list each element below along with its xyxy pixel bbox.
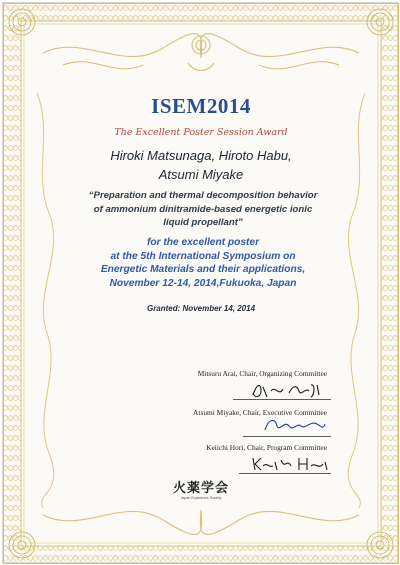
signatory-arai: [198, 369, 327, 378]
signatory-hori: [206, 443, 327, 452]
poster-title: [55, 189, 351, 230]
citation-line: at the 5th International Symposium on: [110, 250, 296, 262]
recipients-line: Atsumi Miyake: [158, 167, 244, 182]
recipients-line: Hiroki Matsunaga, Hiroto Habu,: [110, 148, 292, 163]
signature-hori: [249, 454, 333, 474]
signature-miyake: [261, 416, 329, 436]
granted-date: Granted: November 14, 2014: [146, 304, 256, 313]
poster-title-line: of ammonium dinitramide-based energetic ionic: [93, 203, 313, 215]
society-logo-subtitle: Japan Explosives Society: [180, 496, 222, 500]
citation-line: Energetic Materials and their applications,: [100, 264, 306, 275]
poster-title-line: “Preparation and thermal decomposition behavior: [88, 190, 318, 201]
signature-line: [239, 473, 331, 474]
citation: [43, 236, 363, 290]
signatory-name: Mitsuru Arai, Chair, Organizing Committee: [197, 369, 327, 378]
signature-line: [243, 436, 331, 437]
signature-line: [233, 399, 331, 400]
signatory-name: Keiichi Hori, Chair, Program Committee: [206, 443, 327, 452]
society-logo-text: 火薬学会: [172, 481, 229, 496]
event-title: ISEM2014: [151, 94, 251, 118]
citation-line: for the excellent poster: [146, 237, 260, 248]
certificate-page: [2, 2, 398, 563]
citation-line: November 12-14, 2014,Fukuoka, Japan: [109, 277, 297, 289]
recipients: [3, 146, 399, 184]
society-logo: [3, 477, 399, 500]
award-name: The Excellent Poster Session Award: [114, 127, 288, 138]
signatory-name: Atsumi Miyake, Chair, Executive Committee: [193, 408, 327, 417]
signature-arai: [249, 379, 329, 401]
poster-title-line: liquid propellant”: [163, 217, 243, 228]
